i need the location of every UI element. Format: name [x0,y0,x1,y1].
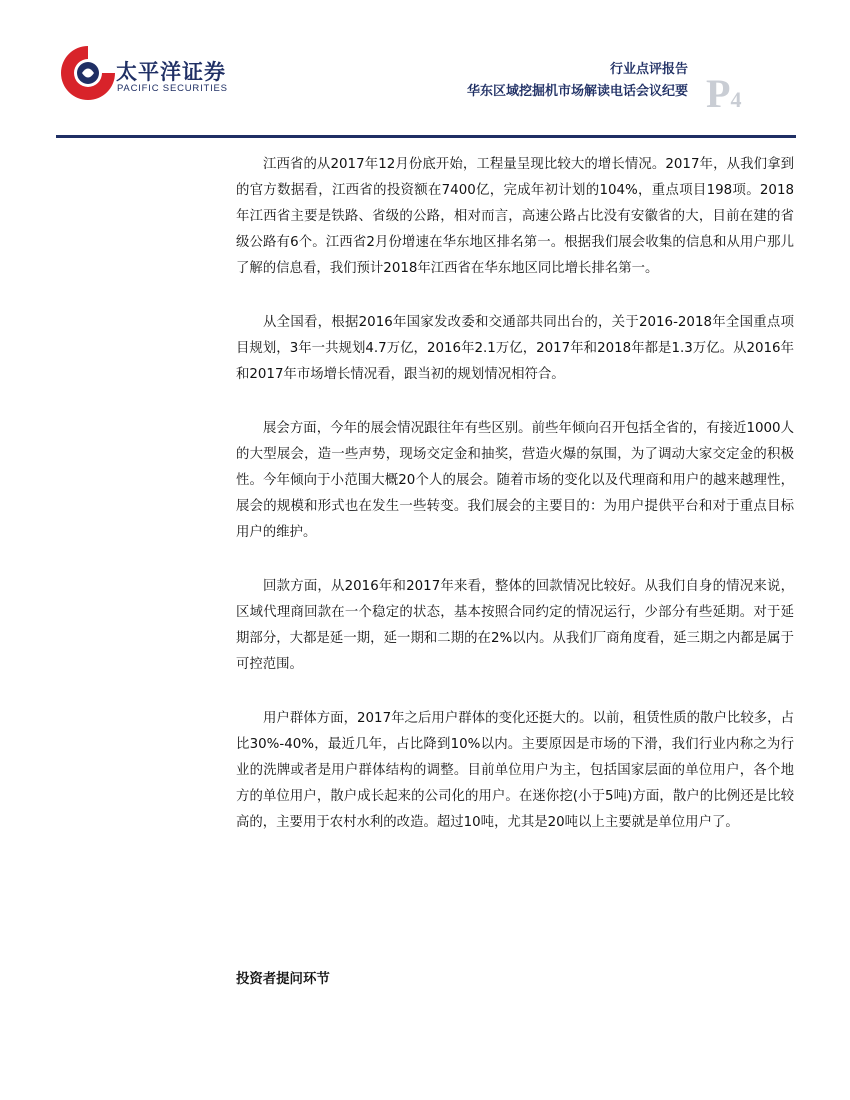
company-logo [58,42,228,104]
page-number-prefix: P [706,71,731,116]
paragraph-national: 从全国看，根据2016年国家发改委和交通部共同出台的，关于2016-2018年全国重点项目规划，3年一共规划4.7万亿，2016年2.1万亿，2017年和2018年都是1.3万亿。从2016年和2017年市场增长情况看，跟当初的规划情况相符合。 [236,315,794,382]
paragraph-jiangxi: 江西省的从2017年12月份底开始，工程量呈现比较大的增长情况。2017年，从我们拿到的官方数据看，江西省的投资额在7400亿，完成年初计划的104%，重点项目198项。2018年江西省主要是铁路、省级的公路，相对而言，高速公路占比没有安徽省的大，目前在建的省级公路有6个。江西省2月份增速在华东地区排名第一。根据我们展会收集的信息和从用户那儿了解的信息看，我们预计2018年江西省在华东地区同比增长排名第一。 [236,157,794,276]
logo-english-name: PACIFIC SECURITIES [117,83,228,94]
page-number [706,71,742,120]
paragraph-collections: 回款方面，从2016年和2017年来看，整体的回款情况比较好。从我们自身的情况来说，区域代理商回款在一个稳定的状态，基本按照合同约定的情况运行，少部分有些延期。对于延期部分，大都是延一期，延一期和二期的在2%以内。从我们厂商角度看，延三期之内都是属于可控范围。 [236,579,794,672]
report-body [236,152,794,864]
paragraph-exhibitions: 展会方面，今年的展会情况跟往年有些区别。前些年倾向召开包括全省的，有接近1000人的大型展会，造一些声势，现场交定金和抽奖，营造火爆的氛围，为了调动大家交定金的积极性。今年倾向于小范围大概20个人的展会。随着市场的变化以及代理商和用户的越来越理性，展会的规模和形式也在发生一些转变。我们展会的主要目的：为用户提供平台和对于重点目标用户的维护。 [236,421,794,540]
logo-chinese-name: 太平洋证券 [116,60,226,84]
report-type-label: 行业点评报告 [609,62,688,77]
page-header [0,0,850,140]
report-title: 华东区域挖掘机市场解读电话会议纪要 [466,84,688,99]
pacific-securities-logo-icon [58,42,118,104]
header-divider [56,135,796,138]
page-number-digit: 4 [730,87,742,112]
section-heading-investor-qa: 投资者提问环节 [236,972,330,987]
paragraph-user-groups: 用户群体方面，2017年之后用户群体的变化还挺大的。以前，租赁性质的散户比较多，占比30%-40%，最近几年，占比降到10%以内。主要原因是市场的下滑，我们行业内称之为行业的洗牌或者是用户群体结构的调整。目前单位用户为主，包括国家层面的单位用户，各个地方的单位用户，散户成长起来的公司化的用户。在迷你挖(小于5吨)方面，散户的比例还是比较高的，主要用于农村水利的改造。超过10吨，尤其是20吨以上主要就是单位用户了。 [236,711,794,830]
